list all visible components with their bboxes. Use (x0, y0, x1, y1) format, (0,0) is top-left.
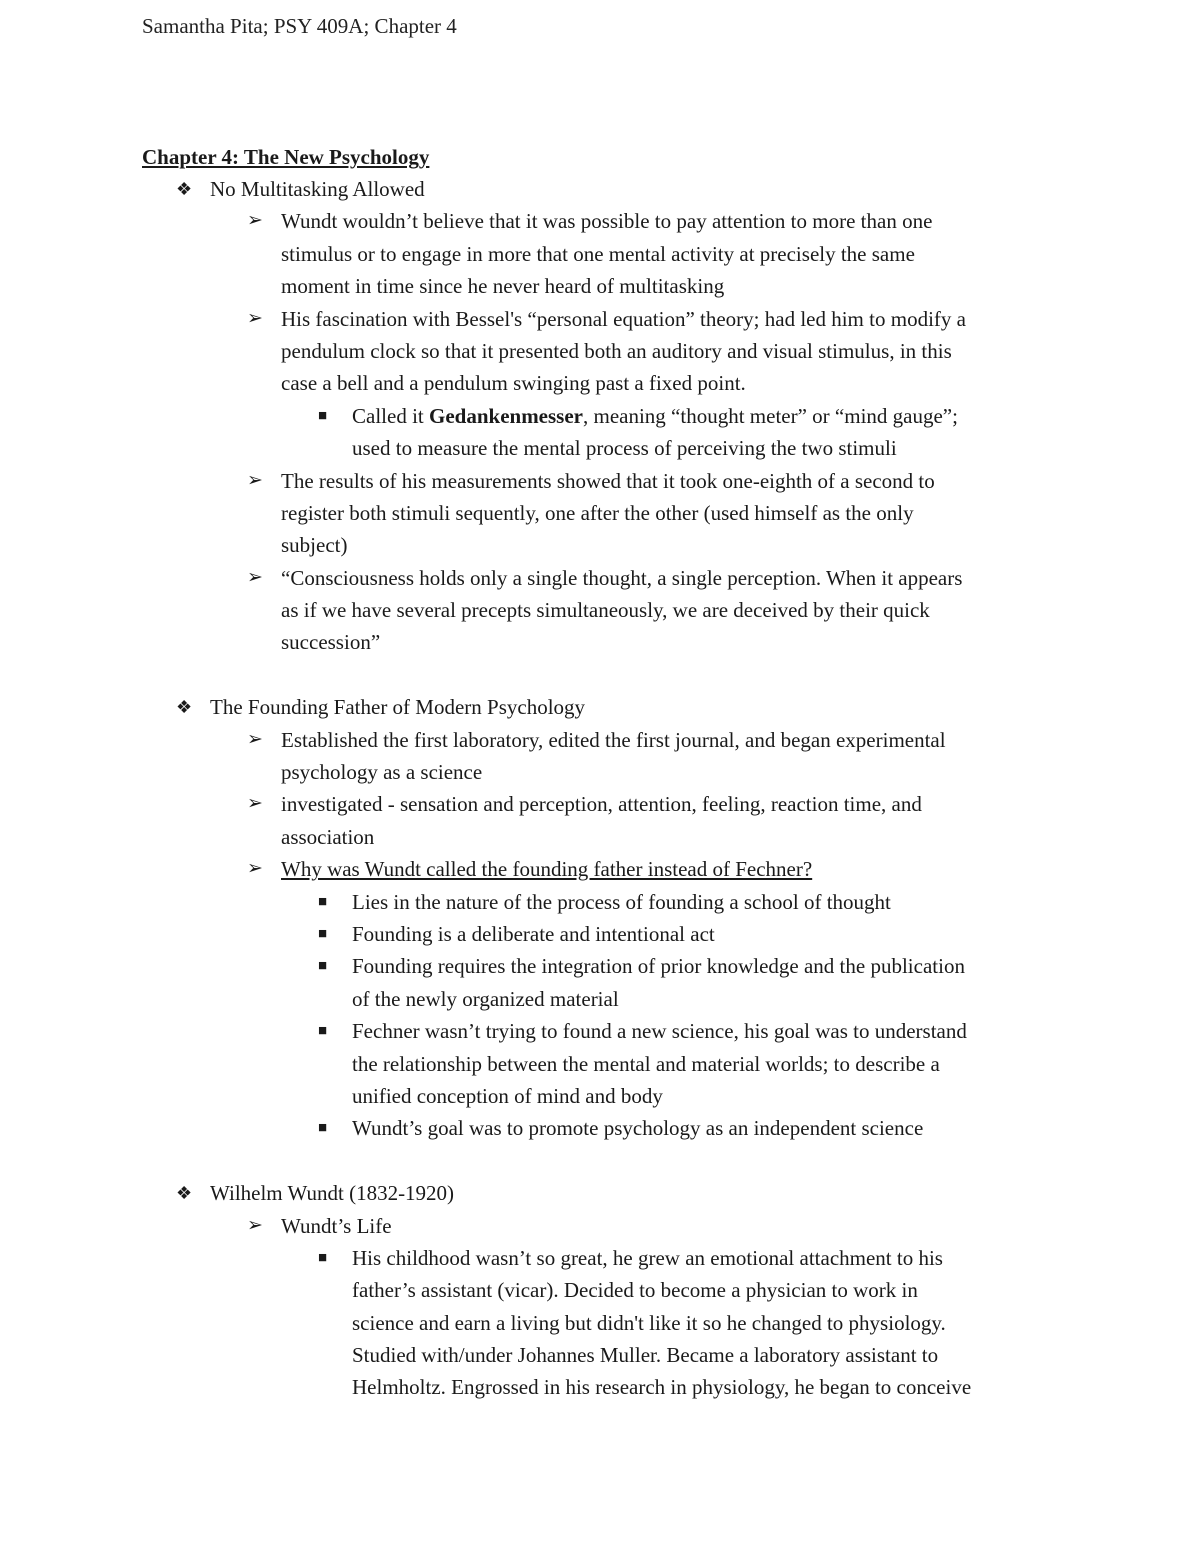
item-text: stimulus or to engage in more that one mental activity at precisely the same (281, 241, 915, 266)
item-continuation (0, 1371, 1200, 1403)
square-bullet-icon: ■ (318, 407, 328, 424)
item-continuation (0, 594, 1200, 626)
item-text: Wundt’s Life (281, 1213, 392, 1238)
item-continuation (0, 1048, 1200, 1080)
item-text: Called it (352, 403, 429, 428)
diamond-bullet-icon: ❖ (176, 1183, 193, 1204)
list-item (0, 400, 1200, 432)
item-text: case a bell and a pendulum swinging past a fixed point. (281, 371, 746, 396)
list-item (0, 724, 1200, 756)
arrow-bullet-icon: ➢ (247, 858, 263, 880)
list-item (0, 1210, 1200, 1242)
item-continuation (0, 270, 1200, 302)
item-text: Wilhelm Wundt (1832-1920) (210, 1181, 455, 1206)
item-continuation (0, 1080, 1200, 1112)
item-text: Helmholtz. Engrossed in his research in physiology, he began to conceive (352, 1375, 972, 1400)
item-text: No Multitasking Allowed (210, 177, 425, 201)
item-text: of the newly organized material (352, 986, 619, 1011)
item-continuation (0, 238, 1200, 270)
list-item (0, 303, 1200, 335)
list-item (0, 465, 1200, 497)
item-text: association (281, 824, 375, 849)
item-text: Wundt’s goal was to promote psychology as an independent science (352, 1116, 924, 1141)
list-item (0, 853, 1200, 885)
item-text: The Founding Father of Modern Psychology (210, 695, 586, 720)
item-text: register both stimuli sequently, one after the other (used himself as the only (281, 500, 914, 525)
item-text: investigated - sensation and perception, attention, feeling, reaction time, and (281, 792, 922, 817)
item-continuation (0, 821, 1200, 853)
item-text: father’s assistant (vicar). Decided to become a physician to work in (352, 1278, 918, 1303)
list-item (0, 1015, 1200, 1047)
list-item (0, 562, 1200, 594)
arrow-bullet-icon: ➢ (247, 210, 263, 232)
item-text: science and earn a living but didn't like it so he changed to physiology. (352, 1310, 946, 1335)
item-text: His fascination with Bessel's “personal equation” theory; had led him to modify a (281, 306, 966, 331)
spacer (0, 1145, 1200, 1177)
square-bullet-icon: ■ (318, 1120, 328, 1137)
item-continuation (0, 367, 1200, 399)
square-bullet-icon: ■ (318, 925, 328, 942)
item-continuation (0, 983, 1200, 1015)
item-text: Studied with/under Johannes Muller. Became a laboratory assistant to (352, 1343, 939, 1368)
item-continuation (0, 626, 1200, 658)
square-bullet-icon: ■ (318, 893, 328, 910)
underlined-question: Why was Wundt called the founding father instead of Fechner? (281, 857, 813, 882)
item-text: succession” (281, 630, 381, 655)
item-text: Founding requires the integration of prior knowledge and the publication (352, 954, 965, 979)
diamond-bullet-icon: ❖ (176, 697, 193, 718)
chapter-title: Chapter 4: The New Psychology (142, 145, 430, 169)
item-continuation (0, 432, 1200, 464)
list-item (0, 1242, 1200, 1274)
square-bullet-icon: ■ (318, 1249, 328, 1266)
arrow-bullet-icon: ➢ (247, 307, 263, 329)
bold-term: Gedankenmesser (429, 403, 583, 428)
item-continuation (0, 1274, 1200, 1306)
list-item (0, 886, 1200, 918)
item-continuation (0, 497, 1200, 529)
item-continuation (0, 335, 1200, 367)
list-item (0, 173, 1200, 205)
arrow-bullet-icon: ➢ (247, 469, 263, 491)
arrow-bullet-icon: ➢ (247, 1214, 263, 1236)
item-text: The results of his measurements showed that it took one-eighth of a second to (281, 468, 935, 493)
item-text: psychology as a science (281, 760, 483, 785)
item-text: moment in time since he never heard of multitasking (281, 274, 725, 299)
diamond-bullet-icon: ❖ (176, 179, 193, 199)
item-text: Fechner wasn’t trying to found a new science, his goal was to understand (352, 1019, 967, 1044)
list-item (0, 918, 1200, 950)
item-continuation (0, 529, 1200, 561)
item-text: the relationship between the mental and material worlds; to describe a (352, 1051, 940, 1076)
arrow-bullet-icon: ➢ (247, 728, 263, 750)
item-text: Wundt wouldn’t believe that it was possible to pay attention to more than one (281, 209, 933, 234)
item-text: Established the first laboratory, edited the first journal, and began experimental (281, 727, 946, 752)
item-continuation (0, 1339, 1200, 1371)
list-item (0, 950, 1200, 982)
list-item (0, 788, 1200, 820)
item-text: as if we have several precepts simultaneously, we are deceived by their quick (281, 598, 930, 623)
list-item (0, 691, 1200, 723)
square-bullet-icon: ■ (318, 1023, 328, 1040)
list-item (0, 1177, 1200, 1209)
item-text: subject) (281, 533, 348, 558)
arrow-bullet-icon: ➢ (247, 566, 263, 588)
item-text: , meaning “thought meter” or “mind gauge”; (583, 403, 958, 428)
item-text: “Consciousness holds only a single thought, a single perception. When it appears (281, 565, 963, 590)
list-item (0, 205, 1200, 237)
notes-body (0, 173, 1200, 1404)
item-continuation (0, 1307, 1200, 1339)
item-text: pendulum clock so that it presented both an auditory and visual stimulus, in this (281, 338, 952, 363)
item-continuation (0, 756, 1200, 788)
square-bullet-icon: ■ (318, 958, 328, 975)
page-header: Samantha Pita; PSY 409A; Chapter 4 (142, 14, 457, 38)
item-text: Founding is a deliberate and intentional act (352, 921, 715, 946)
item-text: unified conception of mind and body (352, 1083, 663, 1108)
spacer (0, 659, 1200, 691)
item-text: Lies in the nature of the process of founding a school of thought (352, 889, 891, 914)
list-item (0, 1112, 1200, 1144)
arrow-bullet-icon: ➢ (247, 793, 263, 815)
item-text: His childhood wasn’t so great, he grew an emotional attachment to his (352, 1245, 943, 1270)
item-text: used to measure the mental process of perceiving the two stimuli (352, 436, 897, 461)
